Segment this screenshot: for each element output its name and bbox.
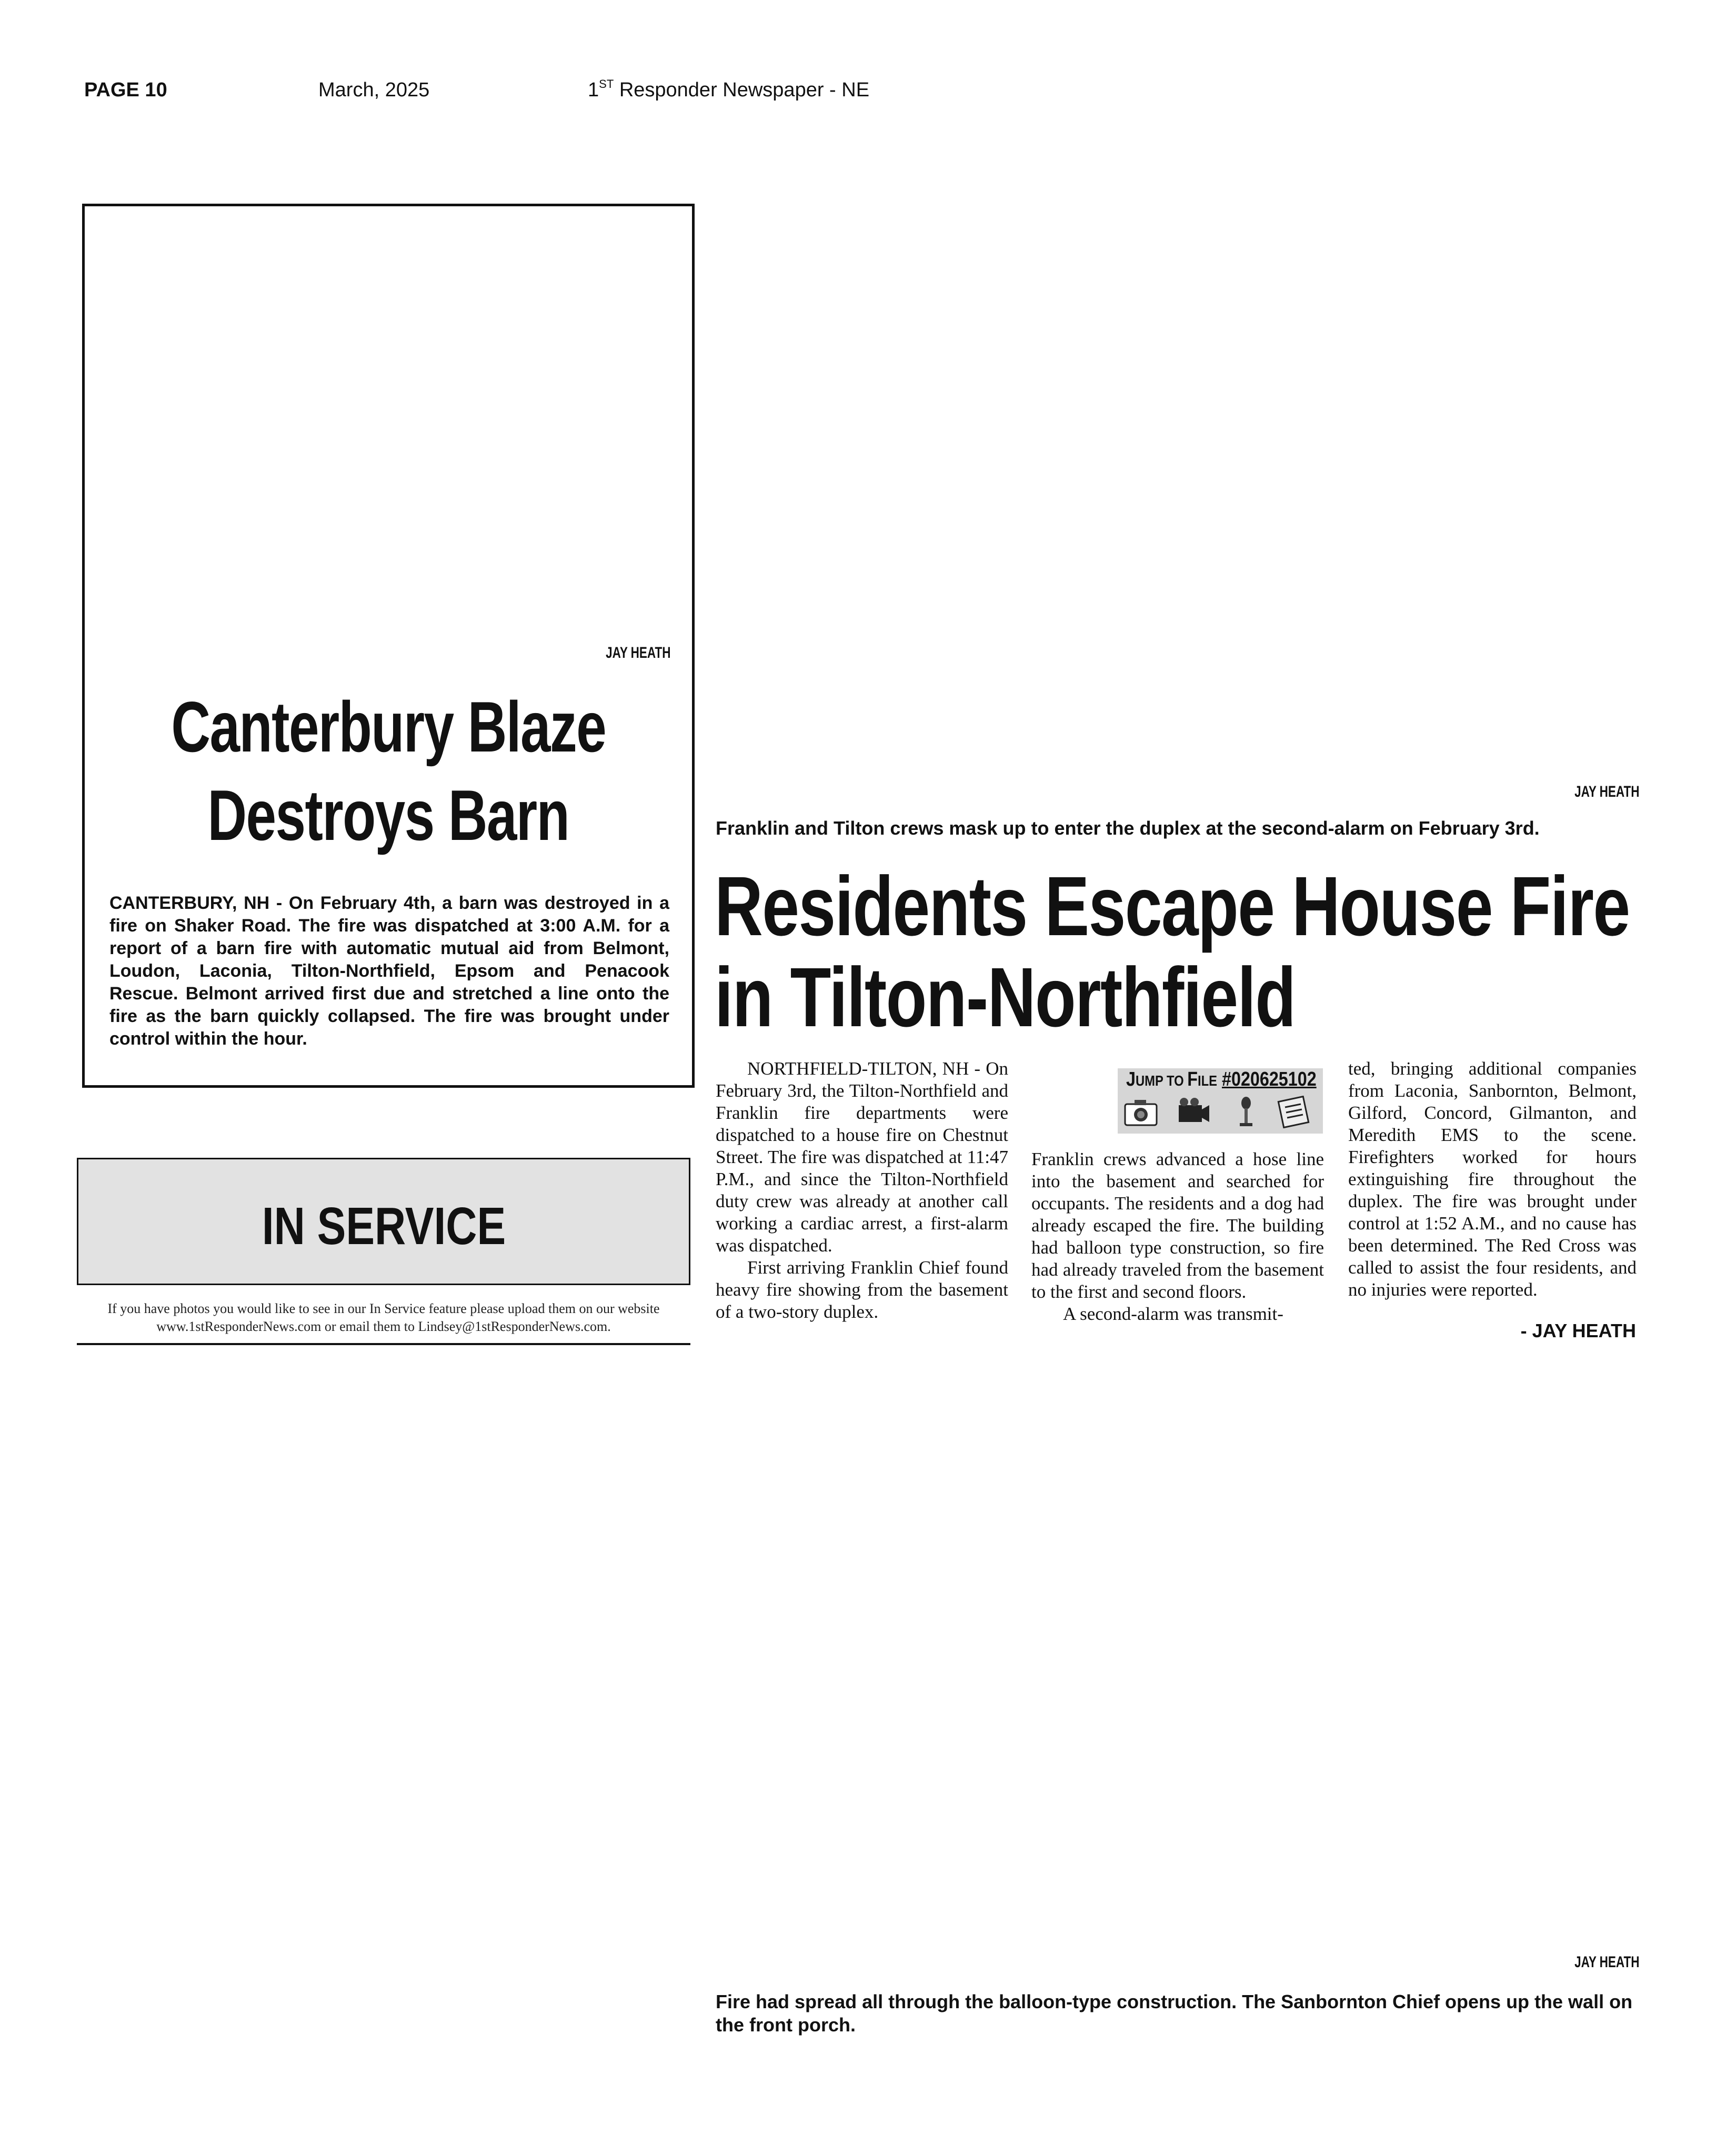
divider-rule — [77, 1343, 690, 1345]
photo-caption-top: Franklin and Tilton crews mask up to enter the duplex at the second-alarm on February 3rd. — [716, 817, 1540, 839]
canterbury-article-box — [82, 204, 695, 1088]
paragraph: First arriving Franklin Chief found heavy fire showing from the basement of a two-story duplex. — [716, 1257, 1008, 1322]
paragraph: A second-alarm was transmit- — [1063, 1304, 1283, 1324]
in-service-title: IN SERVICE — [262, 1197, 506, 1256]
article-column-3 — [1348, 1058, 1637, 1301]
issue-date: March, 2025 — [318, 79, 430, 101]
page-number: PAGE 10 — [84, 79, 167, 101]
publication-title: Responder Newspaper - NE — [614, 79, 870, 101]
publication-number: 1 — [588, 79, 599, 101]
microphone-icon — [1229, 1096, 1263, 1128]
jump-to-file-box[interactable] — [1118, 1068, 1323, 1134]
publication-superscript: ST — [599, 77, 614, 91]
photo-caption-bottom: Fire had spread all through the balloon-type construction. The Sanbornton Chief opens up the wall on the front porch. — [716, 1991, 1633, 2036]
residents-headline-line-2: in Tilton-Northfield — [715, 950, 1296, 1044]
article-signature: - JAY HEATH — [1520, 1320, 1636, 1341]
video-camera-icon — [1177, 1096, 1210, 1128]
in-service-banner — [77, 1158, 690, 1285]
photo-credit-bottom: JAY HEATH — [1574, 1953, 1640, 1971]
article-column-2 — [1031, 1148, 1324, 1325]
paragraph: Franklin crews advanced a hose line into the basement and searched for occupants. The residents and a dog had already escaped the fire. The building had balloon type construction, so fire had already traveled from the basement to the first and second floors. — [1031, 1149, 1324, 1302]
paragraph: NORTHFIELD-TILTON, NH - On February 3rd, the Tilton-Northfield and Franklin fire departments were dispatched to a house fire on Chestnut Street. The fire was dispatched at 11:47 P.M., and since the Tilton-Northfield duty crew was already at another call working a cardiac arrest, a first-alarm was dispatched. — [716, 1058, 1008, 1256]
residents-headline-line-1: Residents Escape House Fire — [715, 859, 1630, 953]
headline-line-2: Destroys Barn — [207, 775, 569, 855]
canterbury-body: CANTERBURY, NH - On February 4th, a barn was destroyed in a fire on Shaker Road. The fire was dispatched at 3:00 A.M. for a report of a barn fire with automatic mutual aid from Belmont, Loudon, Laconia, Tilton-Northfield, Epsom and Penacook Rescue. Belmont arrived first due and stretched a line onto the fire as the barn quickly collapsed. The fire was brought under control within the hour. — [109, 893, 669, 1049]
jump-to-file-label[interactable]: JUMP TO FILE #020625102 — [1126, 1068, 1317, 1090]
photo-credit: JAY HEATH — [606, 644, 671, 662]
publication-name — [588, 79, 869, 102]
in-service-note: If you have photos you would like to see in our In Service feature please upload them on our website www.1stResponderNews.com or email them to Lindsey@1stResponderNews.com. — [107, 1301, 660, 1334]
photo-credit-top: JAY HEATH — [1574, 783, 1640, 800]
article-column-1 — [716, 1058, 1008, 1323]
camera-icon — [1124, 1096, 1158, 1128]
paragraph: ted, bringing additional companies from Laconia, Sanbornton, Belmont, Gilford, Concord, Gilmanton, and Meredith EMS to the scene. Firefighters worked for hours extinguishing fire throughout the duplex. The fire was brought under control at 1:52 A.M., and no cause has been determined. The Red Cross was called to assist the four residents, and no injuries were reported. — [1348, 1058, 1637, 1300]
headline-line-1: Canterbury Blaze — [171, 687, 606, 767]
document-icon — [1277, 1096, 1310, 1128]
canterbury-headline — [85, 683, 692, 859]
jump-file-number[interactable]: #020625102 — [1222, 1068, 1317, 1090]
